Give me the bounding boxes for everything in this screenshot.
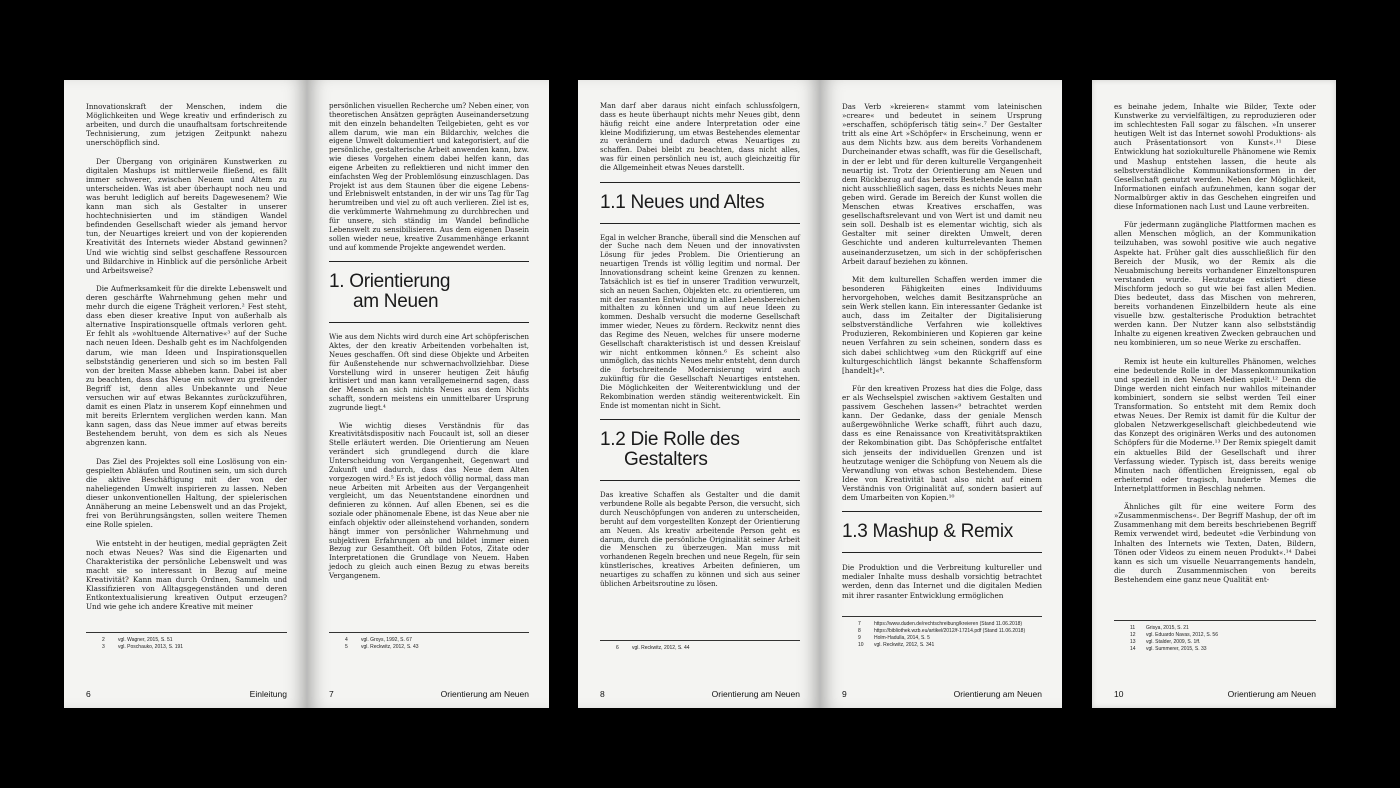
paragraph: Ähnliches gilt für eine weitere Form des »Zusammenmischens«. Der Begriff Mashup, der oft im Zusammenhang mit dem bereits beschriebenen Begriff Remix verwendet wird, bedeutet »die Verbindung von Inhalten des Internets wie Texten, Daten, Bildern, Tönen oder Videos zu einem neuen Produkt«.¹⁴ Dabei kann es sich um visuelle Neuarrangements handeln, die durch Zusammenmischen von bereits Bestehendem eine ganz neue Qualität ent-: [1114, 502, 1316, 584]
footnote-number: 11: [1130, 625, 1136, 631]
footnote-text: vgl. Reckwitz, 2012, S. 44: [632, 645, 690, 651]
page-8: [578, 80, 820, 708]
footnotes: [842, 616, 1042, 649]
footnote: [1114, 639, 1316, 646]
heading-line: 1.1 Neues und Altes: [600, 191, 765, 213]
folio: [329, 689, 529, 699]
heading-line: Gestalters: [624, 449, 708, 471]
section-heading: [600, 182, 800, 224]
footnote-text: vgl. Groys, 1992, S. 67: [361, 637, 412, 643]
footnote-number: 2: [102, 637, 105, 643]
page-number: 10: [1114, 689, 1124, 699]
footnote-number: 8: [858, 628, 861, 634]
page-7-body: [329, 102, 529, 590]
footnote-text: vgl. Reckwitz, 2012, S. 43: [361, 644, 419, 650]
footnote-number: 12: [1130, 632, 1136, 638]
section-heading: [600, 419, 800, 481]
footnotes: [86, 632, 287, 651]
footnote-number: 6: [616, 645, 619, 651]
heading-line: 1.2 Die Rolle des: [600, 429, 740, 451]
footnote-text: vgl. Poschauko, 2013, S. 191: [118, 644, 184, 650]
paragraph: persönlichen visuellen Recherche um? Neben einer, von theoretischen Ansätzen geprägten Auseinandersetzung mit den einzeln behandelten Teilgebieten, geht es vor allem darum, wie man ein Bildarchiv, welches die eigene Umwelt dokumentiert und kategorisiert, auf die persönliche, gestalterische Arbeit anwenden kann, bzw. wie dieses Vorgehen einem dabei helfen kann, das eigene Arbeiten zu reflektieren und nicht immer den einfachsten Weg der Problemlösung einzuschlagen. Das Projekt ist aus dem Staunen über die eigene Lebens- und Erlebniswelt entstanden, in der wir uns Tag für Tag herumtreiben und viel zu oft auch verlieren. Ziel ist es, die verkümmerte Wahrnehmung zu durchbrechen und für unsere, sich ständig im Wandel befindliche Lebenswelt zu sensibilisieren. Aus dem eigenen Dasein sollen wieder neue, kreative Zusammenhänge erkannt und auf kommende Projekte angewendet werden.: [329, 102, 529, 252]
footnotes: [1114, 620, 1316, 653]
paragraph: Wie entsteht in der heutigen, medial geprägten Zeit noch etwas Neues? Was sind die Eigenarten und Charakteristika der persönliche Lebenswelt und was macht sie so interessant in Bezug auf meine Kreativität? Kann man durch Ordnen, Sammeln und Klassifizieren von Alltagsgegenständen und deren Entkontextualisierung kreativen Output erzeugen? Und wie gehe ich andere Kreative mit meiner: [86, 538, 287, 612]
folio: [86, 689, 287, 699]
footnote-text: Holm-Hadulla, 2014, S. 5: [874, 635, 930, 641]
paragraph: Mit dem kulturellen Schaffen werden immer die besonderen Fähigkeiten eines Individuums hervorgehoben, welches damit Besitzansprüche an sein Werk stellen kann. Ein interessanter Gedanke ist auch, dass im Zeitalter der Digitalisierung selbstverständliche Verfahren wie kollektives Produzieren, Rekombinieren und Kopieren gar keine neuen Verfahren zu sein scheinen, sondern dass es sich dabei schlichtweg »um den Rückgriff auf eine kulturgeschichtlich längst bekannte Schaffensform [handelt]«⁸.: [842, 274, 1042, 375]
footnote-text: https://www.duden.de/rechtschreibung/kreieren (Stand 11.06.2018): [874, 621, 1023, 627]
footnote: [329, 644, 529, 651]
page-10-body: [1114, 102, 1316, 593]
page-number: 6: [86, 689, 91, 699]
footnote-text: Grisya, 2015, S. 21: [1146, 625, 1189, 631]
footnote-text: https://bibliothek.wzb.eu/artikel/2012/f-17214.pdf (Stand 11.06.2018): [874, 628, 1026, 634]
paragraph: es beinahe jedem, Inhalte wie Bilder, Texte oder Kunstwerke zu vervielfältigen, zu reproduzieren oder im schlechtesten Fall sogar zu fälschen. »In unserer heutigen Welt ist das Internet sowohl Produktions- als auch Präsentationsort von Kunst«.¹¹ Diese Entwicklung hat soziokulturelle Phänomene wie Remix und Mashup entstehen lassen, die heute als selbstverständliche Kommunikationsformen in der Gesellschaft genutzt werden. Neben der Möglichkeit, Informationen einfach aufzunehmen, kann sogar der Normalbürger aktiv in das Geschehen eingreifen und diese Informationen nach Lust und Laune verbreiten.: [1114, 102, 1316, 212]
footnote-number: 4: [345, 637, 348, 643]
footnote-number: 9: [858, 635, 861, 641]
paragraph: Für den kreativen Prozess hat dies die Folge, dass er als Wechselspiel zwischen »aktivem Gestalten und passivem Geschehen lassen«⁹ betrachtet werden kann. Der Gedanke, dass der geniale Mensch außergewöhnliche Werke schafft, führt auch dazu, dass es eine Renaissance von Kreativitätspraktiken der Rekombination gibt. Das Schöpferische entfaltet sich jenseits der individuellen Grenzen und ist heutzutage weniger die Schöpfung von Neuem als die Verwandlung von etwas schon Bestehendem. Diese Idee von Kreativität baut also nicht auf einem Verständnis von Originalität auf, sondern basiert auf dem Umarbeiten von Kopien.¹⁰: [842, 383, 1042, 503]
footnote-number: 14: [1130, 646, 1136, 652]
paragraph: Egal in welcher Branche, überall sind die Menschen auf der Suche nach dem Neuen und der innovativsten Lösung für jedes Problem. Die Orientierung an neuartigen Trends ist völlig legitim und normal. Der Innovationsdrang scheint keine Grenzen zu kennen. Tatsächlich ist es tief in unserer Tradition verwurzelt, sich an neuen Sachen, Objekten etc. zu orientieren, um mit der rasanten Entwicklung in allen Lebensbereichen mithalten zu können und um auf neue Ideen zu kommen. Deshalb versucht die moderne Gesellschaft immer wieder, Neues zu fördern. Reckwitz nennt dies das Regime des Neuen, welches für unsere moderne Gesellschaft charakteristisch ist und dessen Kreislauf wir nicht entkommen können.⁶ Es scheint also unmöglich, das nichts Neues mehr entsteht, denn durch die fortschreitende Modernisierung wird auch zukünftig für die Gesellschaft Neuartiges entstehen. Die Möglichkeiten der Weiterentwicklung und der Rekombination werden ständig weiterentwickelt. Ein Ende ist momentan nicht in Sicht.: [600, 233, 800, 410]
section-heading: [842, 511, 1042, 553]
page-8-body: [600, 102, 800, 597]
paragraph: Wie aus dem Nichts wird durch eine Art schöpferischen Aktes, der den kreativ Arbeitenden vorbehalten ist, Neues geschaffen. Oft sind diese Objekte und Arbeiten für Außenstehende nur schwernachvollziehbar. Diese Vorstellung wird in unserer heutigen Zeit häufig kritisiert und man kann verallgemeinernd sagen, dass der Mensch an sich nichts Neues aus dem Nichts schafft, sondern meistens ein unmittelbarer Ursprung zugrunde liegt.⁴: [329, 333, 529, 412]
paragraph: Innovationskraft der Menschen, indem die Möglichkeiten und Wege kreativ und erfinderisch zu arbeiten, und durch die unaufhaltsam fortschreitende Technisierung, zum jetzigen Zeitpunkt nahezu unerschöpflich sind.: [86, 102, 287, 148]
footnote: [600, 645, 800, 652]
page-number: 8: [600, 689, 605, 699]
paragraph: Das Verb »kreieren« stammt vom lateinischen »creare« und bedeutet in seinem Ursprung »erschaffen, schöpferisch tätig sein«.⁷ Der Gestalter tritt als eine Art »Schöpfer« in Erscheinung, wenn er aus dem Nichts bzw. aus dem bereits Vorhandenem Durcheinander etwas schafft, was für die Gesellschaft, in der er lebt und für deren kulturelle Vergangenheit neuartig ist. Trotz der Orientierung am Neuen und dem Rückbezug auf das bereits Bestehende kann man nicht ausschließlich sagen, dass es nichts Neues mehr geben wird. Gerade im Bereich der Kunst wollen die Menschen etwas Kreatives erschaffen, was gesellschaftsrelevant und von Wert ist und damit neu sein soll. Deshalb ist es elementar wichtig, sich als Gestalter mit seiner direkten Umwelt, deren Geschichte und anderen kulturrelevanten Themen auseinanderzusetzen, um sich in der schöpferischen Arbeit darauf beziehen zu können.: [842, 102, 1042, 266]
paragraph: Der Übergang von originären Kunstwerken zu digitalen Mashups ist mittlerweile fließend, es fällt immer schwerer, zwischen Neuem und Altem zu unterscheiden. Was ist aber überhaupt noch neu und was beruht lediglich auf bereits Dagewesenem? Wie kann man sich als Gestalter in unserer hochtechnisierten und im ständigen Wandel befindenden Gesellschaft wieder als jemand hervor tun, der Neuartiges kreiert und von der kopierenden Kreativität des Internets wieder Abstand gewinnen? Und wie wichtig sind selbst geschaffene Ressourcen und Bildarchive in Hinblick auf die persönliche Arbeit und Arbeitsweise?: [86, 156, 287, 275]
paragraph: Für jedermann zugängliche Plattformen machen es allen Menschen möglich, an der Kommunikation teilzuhaben, was sowohl positive wie auch negative Aspekte hat. Früher galt dies ausschließlich für den Bereich der Musik, wo der Remix als die Neuabmischung bereits vorhandener Einzeltonspuren verstanden wurde. Heutzutage existiert diese Mischform jedoch so gut wie bei fast allen Medien. Dies bedeutet, dass das Mischen von mehreren, bereits vorhandenen Einzelbildern heute als eine visuelle bzw. gestalterische Produktion betrachtet werden kann. Der Nutzer kann also selbstständig Inhalte zu eigenen kreativen Zwecken gebrauchen und neu kombinieren, um so neue Werke zu erschaffen.: [1114, 220, 1316, 348]
page-6-body: [86, 102, 287, 620]
footnote-text: vgl. Summerer, 2015, S. 33: [1146, 646, 1207, 652]
running-title: Orientierung am Neuen: [440, 689, 529, 699]
page-number: 7: [329, 689, 334, 699]
paragraph: Die Produktion und die Verbreitung kultureller und medialer Inhalte muss deshalb vorsichtig betrachtet werden, denn das Internet und die digitalen Medien mit ihrer rasanter Entwicklung ermöglichen: [842, 563, 1042, 600]
running-title: Orientierung am Neuen: [711, 689, 800, 699]
footnote-text: vgl. Stalder, 2009, S. 1ff.: [1146, 639, 1201, 645]
footnote: [1114, 625, 1316, 632]
folio: [842, 689, 1042, 699]
footnote-number: 3: [102, 644, 105, 650]
footnote-text: vgl. Reckwitz, 2012, S. 341: [874, 642, 935, 648]
heading-line: 1. Orientierung: [329, 271, 451, 293]
footnote: [842, 628, 1042, 635]
section-heading: [329, 261, 529, 323]
footnote-number: 7: [858, 621, 861, 627]
footnotes: [329, 632, 529, 651]
footnote: [1114, 646, 1316, 653]
page-9: [820, 80, 1062, 708]
folio: [1114, 689, 1316, 699]
footnote-text: vgl. Eduardo Navas, 2012, S. 56: [1146, 632, 1218, 638]
footnote-number: 5: [345, 644, 348, 650]
paragraph: Die Aufmerksamkeit für die direkte Lebenswelt und deren geschärfte Wahrnehmung gehen mehr und mehr durch die eigene Trägheit verloren.² Fest steht, dass eben dieser kreative Input von außerhalb als alternative Inspirationsquelle oftmals verloren geht. Er fehlt als »wohltuende Alternative«³ auf der Suche nach neuen Ideen. Deshalb geht es im Nachfolgenden darum, wie man Ideen und Inspirationsquellen selbstständig generieren und sich so im besten Fall von der breiten Masse abheben kann. Dabei ist aber zu beachten, dass das Neue ein schwer zu greifender Begriff ist, denn alles Unbekannte und Neue versuchen wir auf etwas Bekanntes zurückzuführen, damit es einen Platz in unserem Kopf einnehmen und mit bereits Erlerntem verglichen werden kann. Man kann sagen, dass das Neue immer auf etwas bereits Bestehendem beruht, von dem es sich als Neues abgrenzen kann.: [86, 283, 287, 448]
running-title: Einleitung: [249, 689, 287, 699]
footnote: [329, 637, 529, 644]
footnote: [842, 621, 1042, 628]
footnote: [842, 635, 1042, 642]
footnotes: [600, 640, 800, 652]
footnote-number: 13: [1130, 639, 1136, 645]
paragraph: Das Ziel des Projektes soll eine Loslösung von ein-gespielten Abläufen und Routinen sein, um sich durch die aktive Beschäftigung mit der von der naheliegenden Umwelt inspirieren zu lassen. Neben dieser unkonventionellen Haltung, der spielerischen Annäherung an meine Lebenswelt und an das Projekt, frei von Berührungsängsten, sollen weitere Themen eine Rolle spielen.: [86, 456, 287, 530]
footnote: [86, 637, 287, 644]
page-number: 9: [842, 689, 847, 699]
page-6: [64, 80, 307, 708]
paragraph: Das kreative Schaffen als Gestalter und die damit verbundene Rolle als begabte Person, die versucht, sich durch Neuschöpfungen von anderen zu unterscheiden, beruht auf dem vorgestellten Konzept der Orientierung am Neuen. Als kreativ arbeitende Person geht es darum, durch die persönliche Originalität seiner Arbeit die Menschen zu überzeugen. Man muss mit vorhandenen Regeln brechen und neue Regeln, für sein künstlerisches, kreatives Arbeiten definieren, um neuartiges zu schaffen zu können und sich aus seiner üblichen Arbeitsroutine zu lösen.: [600, 491, 800, 588]
footnote-number: 10: [858, 642, 864, 648]
running-title: Orientierung am Neuen: [1227, 689, 1316, 699]
page-10: [1092, 80, 1336, 708]
heading-line: 1.3 Mashup & Remix: [842, 521, 1013, 543]
page-7: [307, 80, 549, 708]
running-title: Orientierung am Neuen: [953, 689, 1042, 699]
footnote-text: vgl. Wagner, 2015, S. 51: [118, 637, 173, 643]
folio: [600, 689, 800, 699]
footnote: [86, 644, 287, 651]
footnote: [842, 642, 1042, 649]
paragraph: Wie wichtig dieses Verständnis für das Kreativitätsdispositiv nach Foucault ist, soll an dieser Stelle erläutert werden. Die Orientierung am Neuen verändert sich grundlegend durch die klare Unterscheidung von Vergangenheit, Gegenwart und Zukunft und dadurch, dass das Neue dem Alten vorgezogen wird.⁵ Es ist jedoch völlig normal, dass man neue Arbeiten mit Arbeiten aus der Vergangenheit vergleicht, um das Neuentstandene einordnen und definieren zu können. Auf allen Ebenen, sei es die soziale oder phänomenale Ebene, ist das Neue aber nie einfach objektiv oder alleinstehend vorhanden, sondern hängt immer von persönlicher Wahrnehmung und subjektiven Erfahrungen ab und bildet immer einen Bezug zur Gesamtheit. Oft bilden Fotos, Zitate oder Interpretationen die Grundlage von Neuem. Haben jedoch zu gleich auch einen Bezug zu etwas bereits Vergangenem.: [329, 421, 529, 580]
paragraph: Man darf aber daraus nicht einfach schlussfolgern, dass es heute überhaupt nichts mehr Neues gibt, denn häufig reicht eine andere Interpretation oder eine kleine Modifizierung, um etwas Bestehendes elementar zu verändern und dadurch etwas Neuartiges zu schaffen. Dabei bleibt zu beachten, dass nicht alles, was für einen persönlich neu ist, auch gleichzeitig für die Allgemeinheit etwas Neues darstellt.: [600, 102, 800, 172]
paragraph: Remix ist heute ein kulturelles Phänomen, welches eine bedeutende Rolle in der Massenkommunikation und speziell in den Neuen Medien spielt.¹² Denn die Dinge werden nicht einfach nur wahllos miteinander kombiniert, sondern sie selbst werden Teil einer Transformation. So entsteht mit dem Remix doch etwas Neues. Der Remix ist damit für die Kultur der globalen Netzwerkgesellschaft gleichbedeutend wie das Konzept des originären Werks und des autonomen Schöpfers für die Moderne.¹³ Der Remix spiegelt damit ein aktuelles Bild der Gesellschaft und ihrer Verfassung wieder. Typisch ist, dass bereits wenige Minuten nach öffentlichen Ereignissen, egal ob erheiternd oder tragisch, hunderte Memes die Internetplattformen in Beschlag nehmen.: [1114, 356, 1316, 493]
footnote: [1114, 632, 1316, 639]
page-9-body: [842, 102, 1042, 609]
heading-line: am Neuen: [353, 291, 439, 313]
